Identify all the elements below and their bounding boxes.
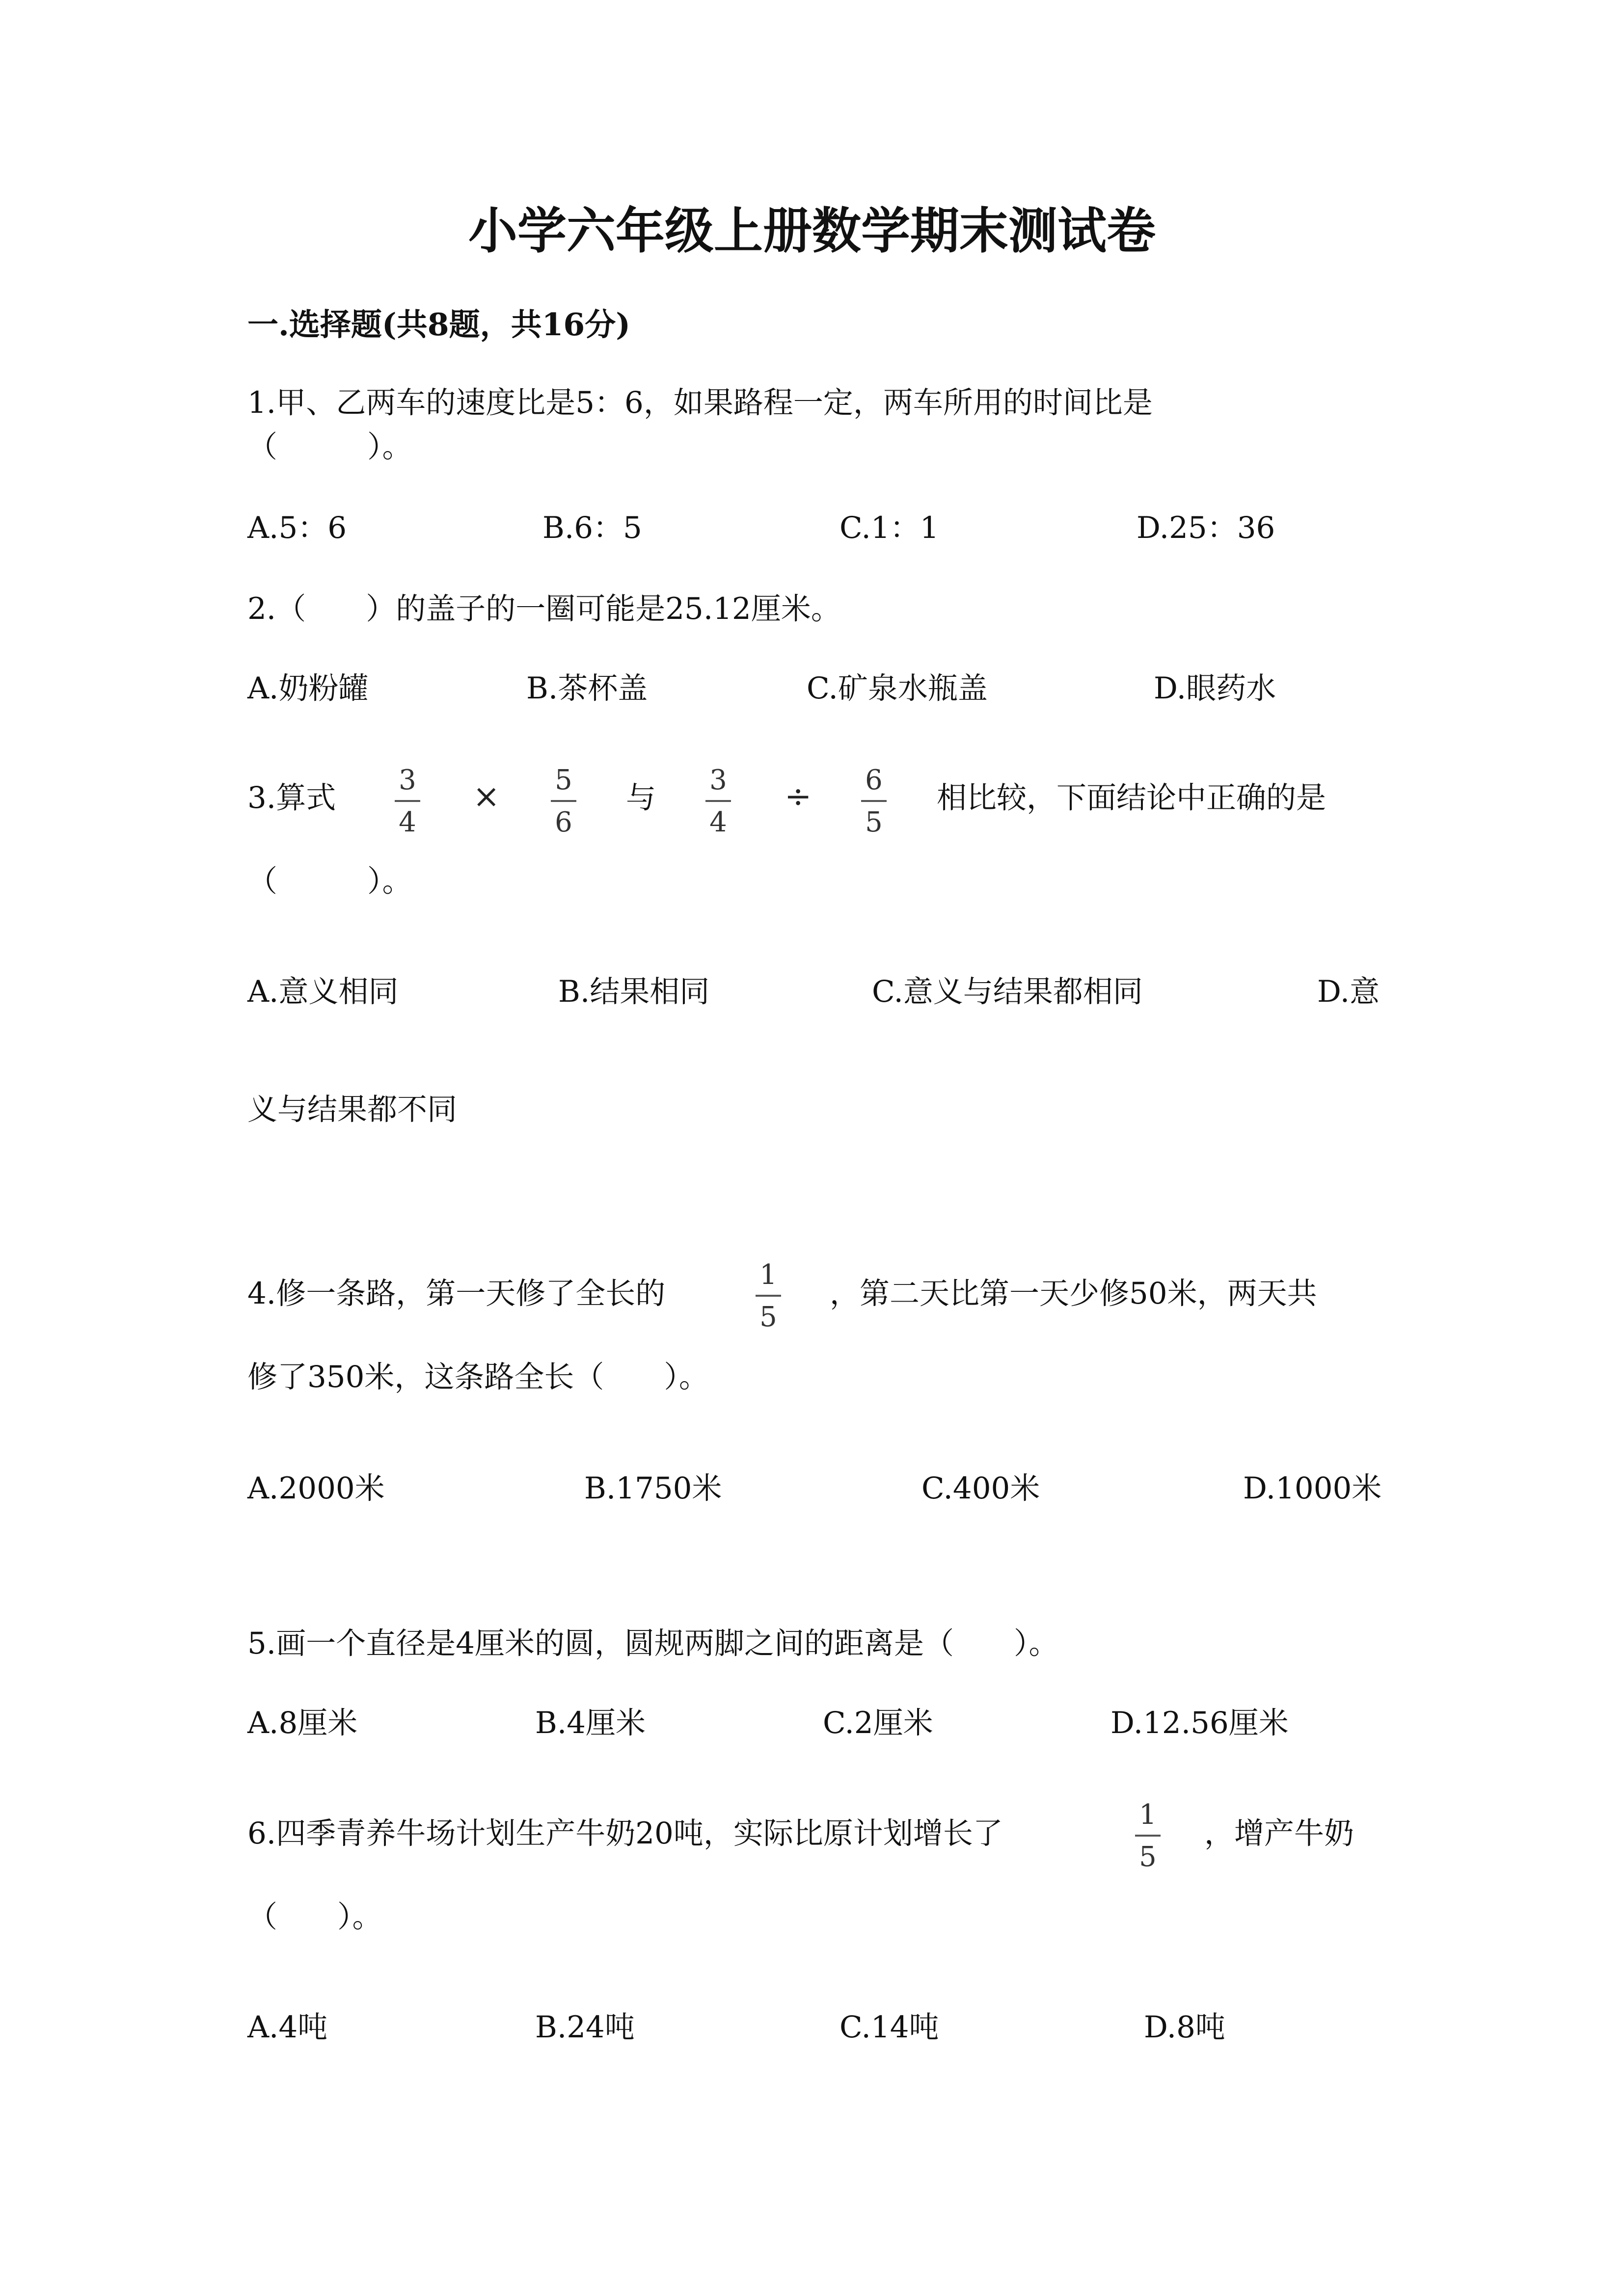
- question-suffix: 相比较，下面结论中正确的是: [937, 780, 1326, 815]
- option-b[interactable]: B.6：5: [542, 510, 642, 545]
- denominator: 5: [1139, 1841, 1157, 1873]
- denominator: 4: [709, 806, 727, 838]
- fraction: [1128, 1801, 1167, 1871]
- question-suffix: ，第二天比第一天少修50米，两天共: [830, 1276, 1317, 1311]
- option-d[interactable]: D.1000米: [1243, 1471, 1382, 1506]
- option-a[interactable]: A.4吨: [247, 2010, 328, 2045]
- question-text: 2.（ ）的盖子的一圈可能是25.12厘米。: [247, 591, 841, 626]
- option-d-continued: 义与结果都不同: [247, 1092, 458, 1127]
- option-a[interactable]: A.奶粉罐: [247, 671, 369, 706]
- section-heading: 一.选择题(共8题，共16分): [247, 306, 631, 343]
- option-d[interactable]: D.25：36: [1137, 510, 1275, 545]
- denominator: 6: [555, 806, 572, 838]
- option-b[interactable]: B.1750米: [584, 1471, 722, 1506]
- question-line-2: 修了350米，这条路全长（ ）。: [247, 1360, 709, 1394]
- question-text: 1.甲、乙两车的速度比是5：6，如果路程一定，两车所用的时间比是: [247, 385, 1153, 420]
- answer-blank: （ ）。: [247, 429, 412, 464]
- option-c[interactable]: C.400米: [921, 1471, 1040, 1506]
- option-a[interactable]: A.2000米: [247, 1471, 385, 1506]
- question-prefix: 3.算式: [247, 780, 336, 815]
- question-suffix: ，增产牛奶: [1204, 1816, 1354, 1851]
- option-a[interactable]: A.5：6: [247, 510, 347, 545]
- option-a[interactable]: A.意义相同: [247, 974, 399, 1009]
- fraction: [854, 764, 893, 838]
- multiply-sign: ×: [473, 777, 500, 815]
- option-c[interactable]: C.2厘米: [823, 1706, 933, 1740]
- fraction: [544, 764, 583, 838]
- answer-blank: （ ）。: [247, 1899, 382, 1934]
- option-d[interactable]: D.8吨: [1144, 2010, 1225, 2045]
- fraction: [699, 764, 738, 838]
- answer-blank: （ ）。: [247, 864, 412, 899]
- option-b[interactable]: B.茶杯盖: [526, 671, 648, 706]
- fraction: [388, 764, 427, 838]
- option-b[interactable]: B.4厘米: [535, 1706, 646, 1740]
- option-c[interactable]: C.14吨: [839, 2010, 939, 2045]
- fraction: [749, 1261, 788, 1331]
- option-b[interactable]: B.24吨: [535, 2010, 635, 2045]
- numerator: 1: [1139, 1799, 1157, 1831]
- denominator: 4: [399, 806, 416, 838]
- question-prefix: 4.修一条路，第一天修了全长的: [247, 1276, 666, 1311]
- numerator: 6: [865, 764, 883, 796]
- denominator: 5: [865, 806, 883, 838]
- numerator: 3: [399, 764, 416, 796]
- option-c[interactable]: C.1：1: [839, 510, 939, 545]
- page-title: 小学六年级上册数学期末测试卷: [468, 202, 1156, 260]
- denominator: 5: [759, 1301, 777, 1333]
- option-d[interactable]: D.意: [1317, 974, 1380, 1009]
- connector-word: 与: [626, 780, 656, 815]
- question-prefix: 6.四季青养牛场计划生产牛奶20吨，实际比原计划增长了: [247, 1816, 1003, 1851]
- option-d[interactable]: D.眼药水: [1154, 671, 1276, 706]
- numerator: 3: [709, 764, 727, 796]
- divide-sign: ÷: [785, 777, 812, 815]
- numerator: 1: [759, 1259, 777, 1291]
- numerator: 5: [555, 764, 572, 796]
- option-c[interactable]: C.矿泉水瓶盖: [807, 671, 988, 706]
- option-c[interactable]: C.意义与结果都相同: [872, 974, 1143, 1009]
- question-text: 5.画一个直径是4厘米的圆，圆规两脚之间的距离是（ ）。: [247, 1626, 1059, 1661]
- option-b[interactable]: B.结果相同: [558, 974, 710, 1009]
- option-d[interactable]: D.12.56厘米: [1110, 1706, 1289, 1740]
- option-a[interactable]: A.8厘米: [247, 1706, 358, 1740]
